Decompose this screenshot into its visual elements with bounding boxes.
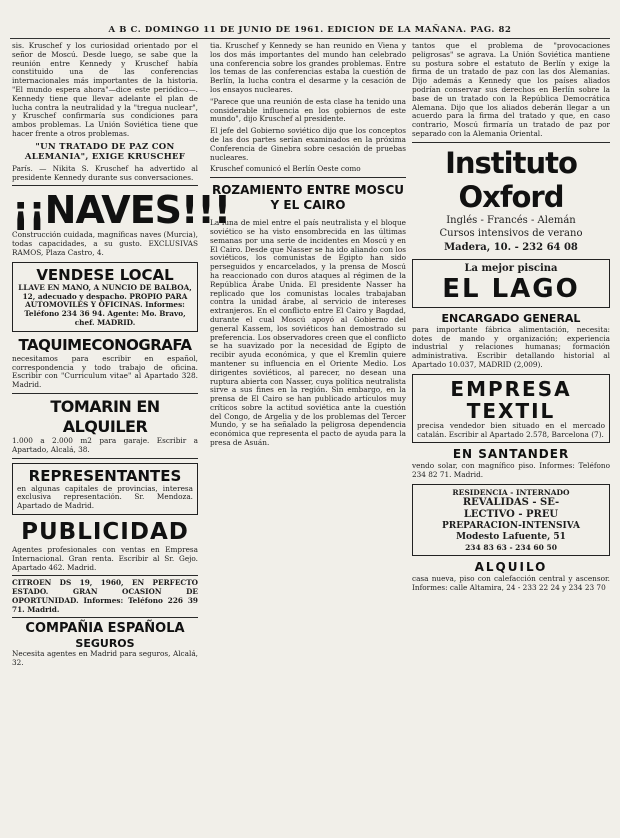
- ad-tagline: La mejor piscina: [464, 262, 558, 274]
- divider: [210, 177, 406, 178]
- ad-santander: [412, 447, 610, 480]
- article-text: "Parece que una reunión de esta clase ha tenido una considerable influencia en los gobiernos de este mundo", dijo Kruschef al presidente.: [210, 96, 406, 124]
- article-body: La luna de miel entre el país neutralista y el bloque soviético se ha visto ensombrecida en las últimas semanas por una serie de incidentes en Moscú y en El Cairo. Desde que Nasser se ha ido aliando con los soviéticos, los comunistas de Egipto han sido perseguidos y encarcelados, y la prensa de Moscú ha reaccionado con duros ataques al régimen de la República Árabe Unida. El presidente Nasser ha replicado que los comunistas locales trabajaban contra la unidad árabe, al servicio de intereses extranjeros. En el conflicto entre El Cairo y Bagdad, durante el cual Moscú apoyó al Gobierno del general Kassem, los soviéticos han demostrado su preferencia. Los observadores creen que el conflicto se ha suavizado por la necesidad de Egipto de recibir ayuda económica, y que el Kremlin quiere mantener su influencia en el Oriente Medio. Los dirigentes soviéticos, al parecer, no desean una ruptura abierta con Nasser, cuya política neutralista sirve a sus fines en la región. Sin embargo, en la prensa de El Cairo se han publicado artículos muy críticos sobre la actitud soviética ante la cuestión del Congo, de Argelia y de los problemas del Tercer Mundo, y se ha señalado la peligrosa dependencia económica que representa el pacto de ayuda para la presa de Asuán.: [210, 218, 406, 448]
- ad-line: REVALIDAS - SE-: [462, 496, 560, 508]
- ad-title: PUBLICIDAD: [21, 518, 189, 545]
- ad-naves: [12, 188, 231, 257]
- ad-taquimeconografa: [12, 336, 198, 390]
- ad-title: REPRESENTANTES: [28, 466, 182, 485]
- ad-title: ALQUILO: [474, 559, 548, 574]
- ad-empresa: [412, 374, 610, 444]
- ad-residencia: [412, 484, 610, 556]
- ad-title: TAQUIMECONOGRAFA: [18, 335, 192, 354]
- ad-text: LLAVE EN MANO, A NUNCIO DE BALBOA, 12, adecuado y despacho. PROPIO PARA AUTOMOVILES Y OFICINAS. Informes: Teléfono 234 36 94. Agente: Mo. Bravo, chef. MADRID.: [18, 282, 192, 327]
- ad-text: Construcción cuidada, magníficas naves (Murcia), todas capacidades, a su gusto. EXCLUSIVAS RAMOS, Plaza Castro, 4.: [12, 230, 198, 257]
- divider: [412, 142, 610, 143]
- divider: [12, 575, 198, 576]
- ad-title: Instituto Oxford: [445, 145, 577, 214]
- divider: [12, 185, 198, 186]
- ad-vendese: [12, 262, 198, 332]
- ad-representantes: [12, 463, 198, 515]
- ad-text: necesitamos para escribir en español, correspondencia y todo trabajo de oficina. Escribir con "Curriculum vitae" al Apartado 328. Madrid.: [12, 353, 198, 390]
- ad-publicidad: [12, 519, 198, 572]
- ad-title: COMPAÑIA ESPAÑOLA: [25, 621, 185, 637]
- column-left: [12, 41, 231, 832]
- ad-encargado: [412, 312, 610, 370]
- ad-title: ENCARGADO GENERAL: [441, 311, 581, 325]
- ad-lago: [412, 259, 610, 308]
- ad-address: Madera, 10. - 232 64 08: [444, 241, 578, 253]
- ad-title: EL LAGO: [442, 273, 580, 304]
- ad-text: para importante fábrica alimentación, necesita: dotes de mando y organización; experiencia industrial y relaciones humanas; formación administrativa. Escribir detallando historial al Apartado 10.037, MADRID (2,009).: [412, 324, 610, 369]
- ad-line: RESIDENCIA - INTERNADO: [452, 487, 570, 497]
- ad-title: EN SANTANDER: [452, 447, 570, 462]
- divider: [12, 458, 198, 459]
- article-text: Kruschef comunicó el Berlín Oeste como: [210, 164, 361, 174]
- ad-alquilo: [412, 560, 610, 593]
- ad-text: Necesita agentes en Madrid para seguros, Alcalá, 32.: [12, 649, 198, 668]
- ad-title: ¡¡NAVES!!!: [12, 188, 231, 233]
- quote-heading: "UN TRATADO DE PAZ CON ALEMANIA", EXIGE KRUSCHEF: [24, 141, 186, 162]
- ad-line: LECTIVO - PREU: [463, 508, 559, 520]
- header-line: A B C. DOMINGO 11 DE JUNIO DE 1961. EDICION DE LA MAÑANA. PAG. 82: [108, 25, 512, 35]
- ad-subtitle: Inglés - Francés - Alemán: [446, 214, 576, 226]
- ad-text: en algunas capitales de provincias, interesa exclusiva representación. Sr. Mendoza. Apartado de Madrid.: [17, 483, 193, 511]
- article-text: tantos que el problema de "provocaciones peligrosas" se agrava. La Unión Soviética mantiene su postura sobre el estatuto de Berlín y exige la firma de un tratado de paz con las dos Alemanias. Dijo además a Kennedy que los países aliados podrían conservar sus derechos en Berlín sobre la base de un tratado con la República Democrática Alemana. Dijo que los aliados deberán llegar a un acuerdo para la firma del tratado y que, en caso contrario, Moscú firmaría un tratado de paz por separado con la Alemania Oriental.: [412, 41, 610, 138]
- article-title: ROZAMIENTO ENTRE MOSCU Y EL CAIRO: [211, 183, 405, 213]
- ad-citroen: CITROEN DS 19, 1960, EN PERFECTO ESTADO. GRAN OCASION DE OPORTUNIDAD. Informes: Teléfono 226 39 71. Madrid.: [12, 578, 198, 614]
- ad-subtitle: Cursos intensivos de verano: [439, 227, 583, 239]
- column-middle: [210, 42, 406, 832]
- ad-text: vendo solar, con magnífico piso. Informes: Teléfono 234 82 71. Madrid.: [412, 461, 610, 480]
- page-header: [10, 24, 610, 39]
- column-right: [412, 42, 610, 832]
- ad-text: 1.000 a 2.000 m2 para garaje. Escribir a Apartado, Alcalá, 38.: [12, 435, 198, 454]
- ad-tomario: [12, 397, 198, 455]
- ad-title: EMPRESA: [450, 376, 572, 401]
- ad-text: casa nueva, piso con calefacción central y ascensor. Informes: calle Altamira, 24 - 233 22 24 y 234 23 70: [412, 573, 610, 592]
- divider: [12, 393, 198, 394]
- ad-line: PREPARACION-INTENSIVA: [441, 520, 581, 531]
- divider: [12, 617, 198, 618]
- article-text: tia. Kruschef y Kennedy se han reunido en Viena y los dos más importantes del mundo han celebrado una conferencia sobre los grandes problemas. Entre los temas de las conferencias estaba la cuestión de Berlín, la lucha contra el desarme y la cesación de los ensayos nucleares.: [210, 41, 406, 94]
- ad-text: Agentes profesionales con ventas en Empresa Internacional. Gran renta. Escribir al Sr. Gejo. Apartado 462. Madrid.: [12, 544, 198, 572]
- article-text: sis. Kruschef y los curiosidad orientado por el señor de Moscú. Desde luego, se sabe que la reunión entre Kennedy y Kruschef había constituido una de las conferencias internacionales más importantes de la historia. "El mundo espera ahora"—dice este periódico—. Kennedy tiene que llevar adelante el plan de lucha contra la neutralidad y la "tregua nuclear", y Kruschef confirmaría sus condiciones para ambos problemas. La Unión Soviética tiene que hacer frente a otros problemas.: [12, 41, 198, 138]
- ad-compania: [12, 621, 198, 668]
- article-text: El jefe del Gobierno soviético dijo que los conceptos de las dos partes serían examinados en la próxima Conferencia de Ginebra sobre cesación de pruebas nucleares.: [210, 126, 406, 162]
- ad-line: 234 83 63 - 234 60 50: [465, 542, 557, 552]
- ad-title: TOMARIN EN ALQUILER: [50, 396, 160, 436]
- ad-line: Modesto Lafuente, 51: [456, 531, 566, 542]
- ad-title: VENDESE LOCAL: [36, 265, 174, 284]
- ad-oxford: [412, 146, 610, 255]
- ad-title: TEXTIL: [466, 398, 556, 423]
- article-text: París. — Nikita S. Kruschef ha advertido al presidente Kennedy durante sus conversaciones.: [12, 163, 198, 182]
- ad-subtitle: SEGUROS: [75, 637, 135, 651]
- ad-text: precisa vendedor bien situado en el mercado catalán. Escribir al Apartado 2.578, Barcelona (7).: [417, 420, 605, 439]
